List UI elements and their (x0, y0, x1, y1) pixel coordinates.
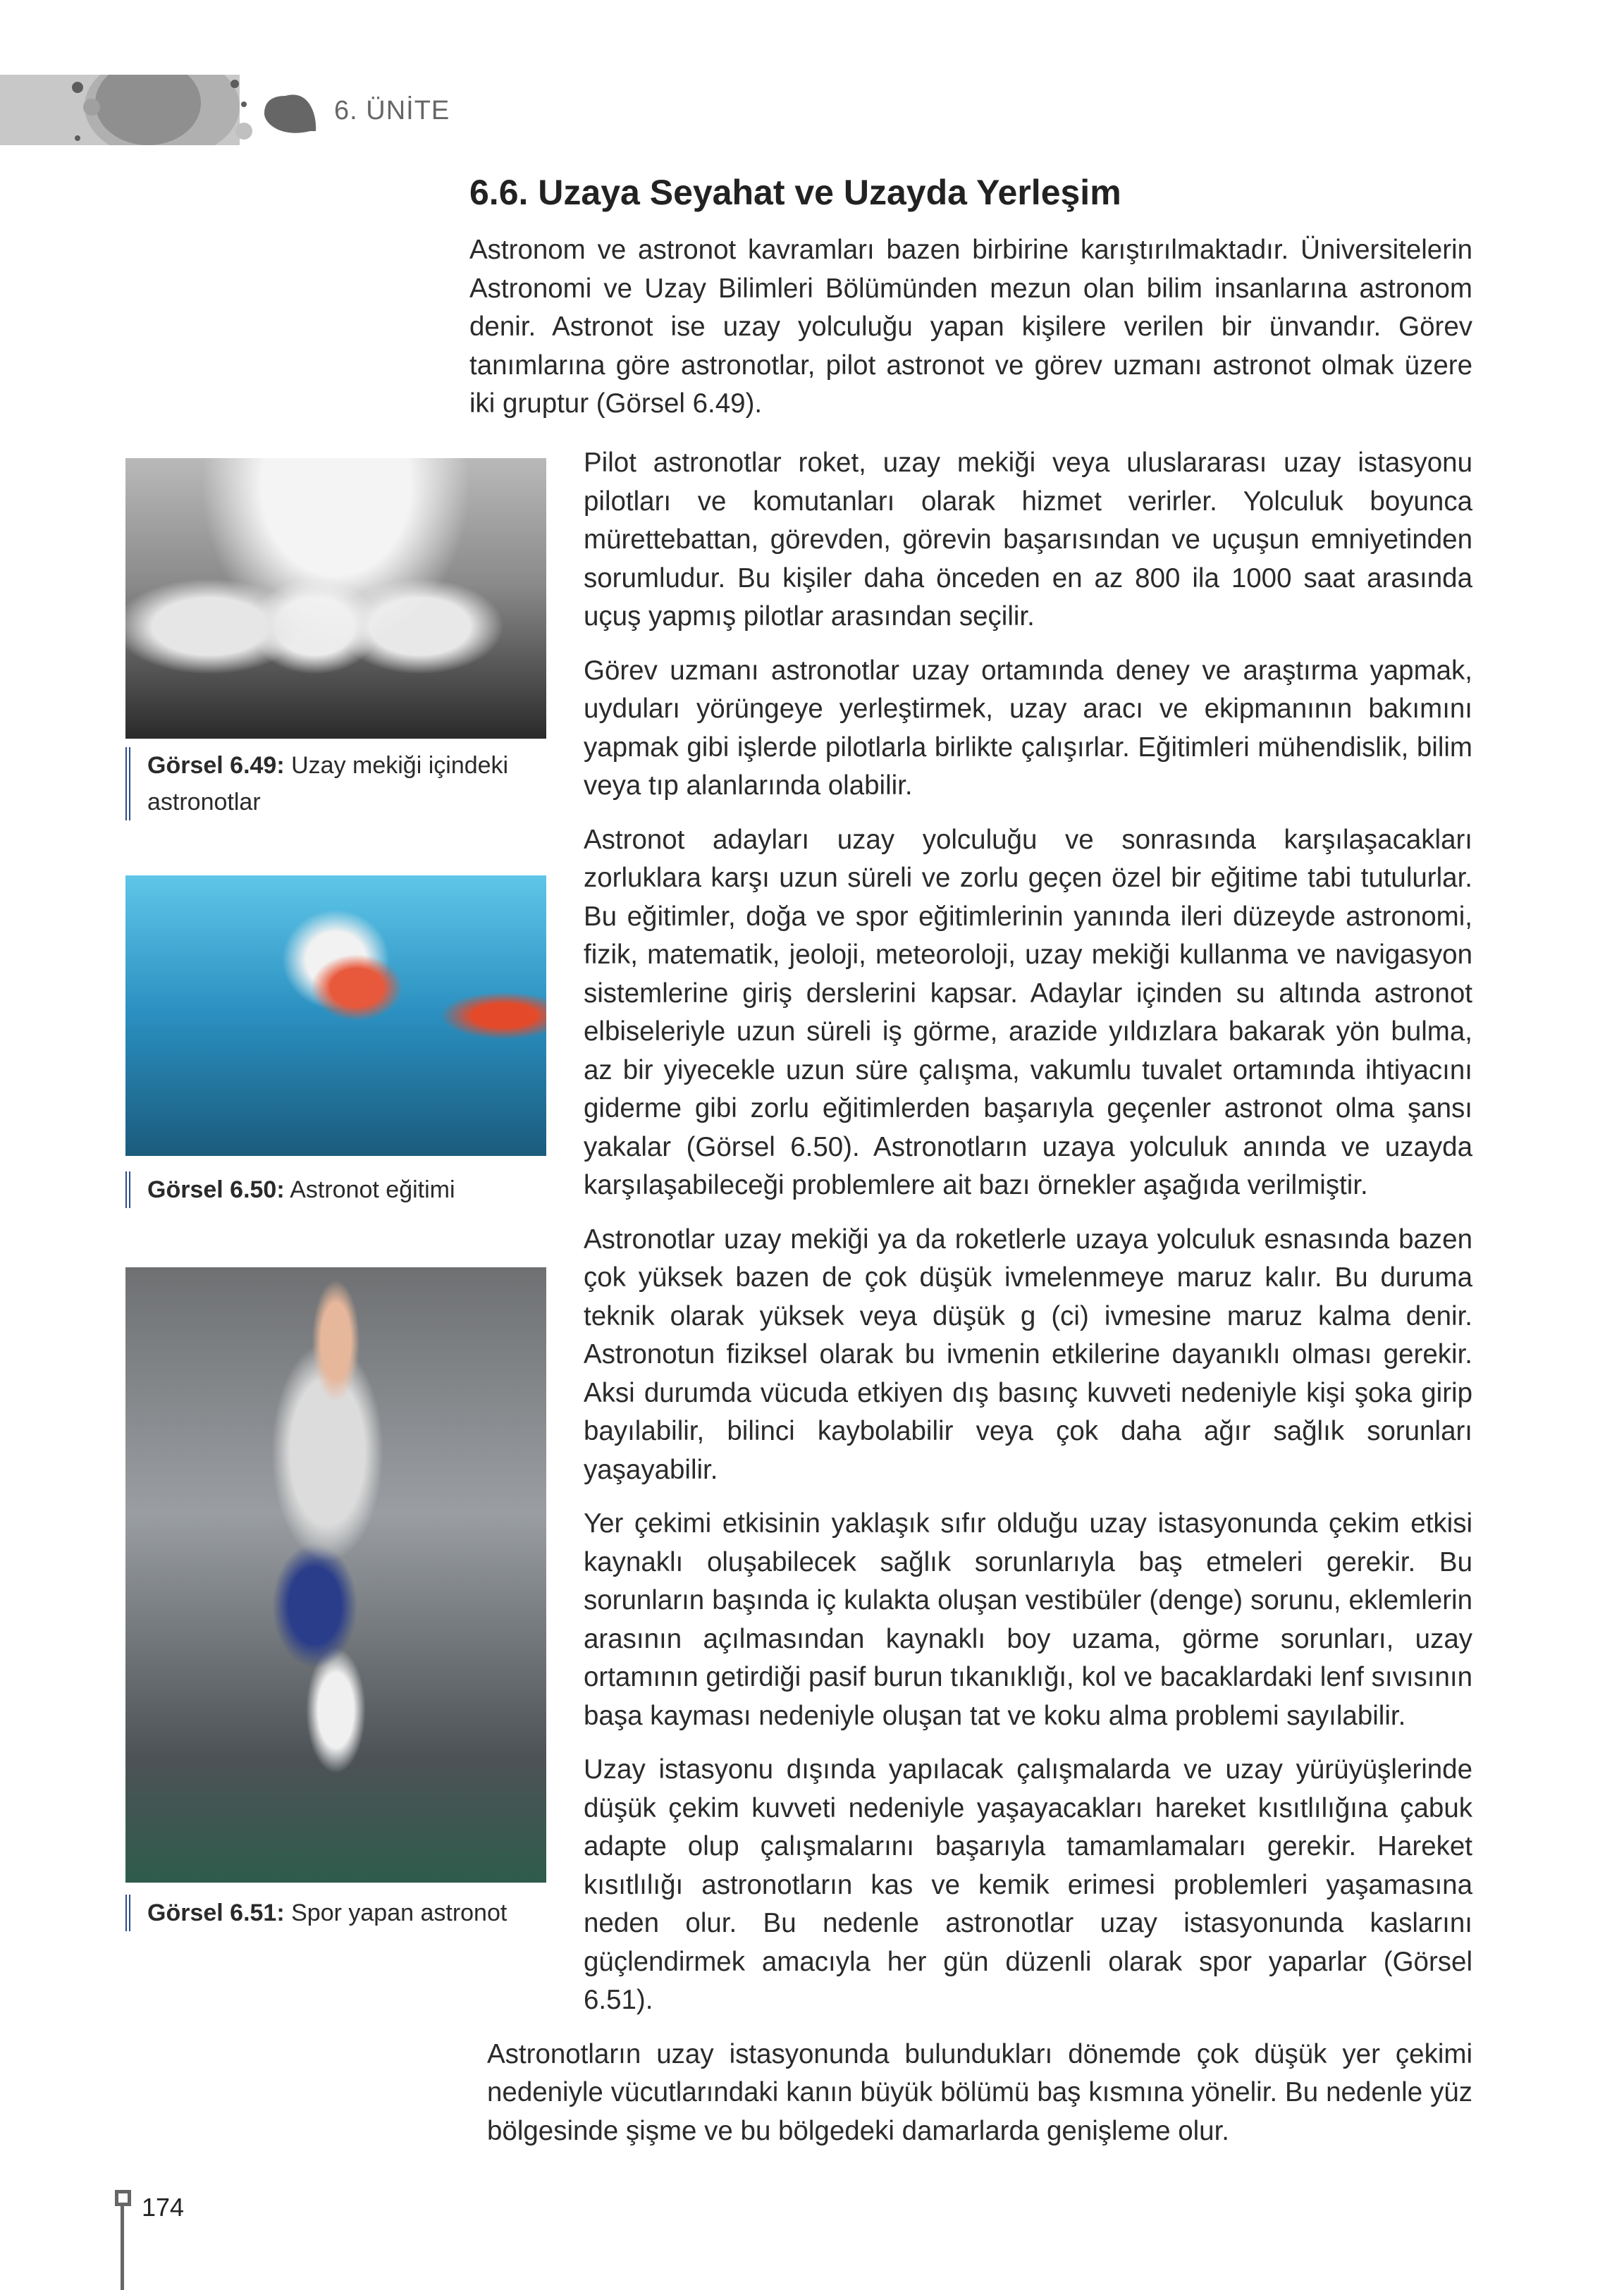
photo-astronauts-in-shuttle (125, 458, 546, 739)
unit-banner-graphic (0, 75, 331, 145)
intro-paragraph: Astronom ve astronot kavramları bazen birbirine karıştırılmaktadır. Üniversitelerin Astronomi ve Uzay Bilimleri Bölümünden mezun olan bilim insanlarına astronom denir. Astronot ise uzay yolculuğu yapan kişilere verilen bir ünvandır. Görev tanımlarına göre astronotlar, pilot astronot ve görev uzmanı astronot olmak üzere iki gruptur (Görsel 6.49). (469, 235, 1472, 419)
section-title: 6.6. Uzaya Seyahat ve Uzayda Yerleşim (469, 173, 1121, 212)
paragraph-exercise: Uzay istasyonu dışında yapılacak çalışmalarda ve uzay yürüyüşlerinde düşük çekim kuvveti nedeniyle yaşayacakları hareket kısıtlılığına çabuk adapte olup çalışmalarını başarıyla tamamlamaları gerekir. Hareket kısıtlılığı astronotların kas ve kemik erimesi problemleri yaşamasına neden olur. Bu nedenle astronotlar uzay istasyonunda kaslarını güçlendirmek amacıyla her gün düzenli olarak spor yaparlar (Görsel 6.51). (584, 1754, 1472, 2015)
figure-caption-6-49 (125, 747, 542, 820)
paragraph-acceleration: Astronotlar uzay mekiği ya da roketlerle uzaya yolculuk esnasında bazen çok yüksek bazen de çok düşük ivmelenmeye maruz kalır. Bu duruma teknik olarak yüksek veya düşük g (ci) ivmesine maruz kalma denir. Astronotun fiziksel olarak bu ivmenin etkilerine dayanıklı olması gerekir. Aksi durumda vücuda etkiyen dış basınç kuvveti nedeniyle kişi şoka girip bayılabilir, bilinci kaybolabilir veya çok daha ağır sağlık sorunları yaşayabilir. (584, 1224, 1472, 1485)
paragraph-training: Astronot adayları uzay yolculuğu ve sonrasında karşılaşacakları zorluklara karşı uzun süreli ve zorlu geçen özel bir eğitime tabi tutulurlar. Bu eğitimler, doğa ve spor eğitimlerinin yanında ileri düzeyde astronomi, fizik, matematik, jeoloji, meteoroloji, uzay mekiği kullanma ve navigasyon sistemlerine giriş derslerini kapsar. Adaylar içinden su altında astronot elbiseleriyle uzun süreli iş görme, arazide yıldızlara bakarak yön bulma, az bir yiyecekle uzun süre çalışma, vakumlu tuvalet ortamında ihtiyacını giderme gibi zorlu eğitimlerden başarıyla geçenler astronot olma şansı yakalar (Görsel 6.50). Astronotların uzaya yolculuk anında ve uzayda karşılaşabileceği problemlere ait bazı örnekler aşağıda verilmiştir. (584, 824, 1472, 1200)
page-marker-line (121, 2205, 124, 2290)
figure-caption-text: Spor yapan astronot (291, 1900, 508, 1926)
paragraph-mission-specialists: Görev uzmanı astronotlar uzay ortamında deney ve araştırma yapmak, uyduları yörüngeye yerleştirmek, uzay aracı ve ekipmanının bakımını yapmak gibi işlerde pilotlarla birlikte çalışırlar. Eğitimleri mühendislik, bilim veya tıp alanlarında olabilir. (584, 655, 1472, 801)
page-number: 174 (142, 2193, 185, 2222)
figure-caption-text: Uzay mekiği içindeki astronotlar (147, 752, 509, 815)
photo-astronaut-exercising (125, 1267, 546, 1883)
figure-label: Görsel 6.49: (147, 752, 285, 779)
figure-label: Görsel 6.50: (147, 1176, 285, 1203)
text-flow (469, 444, 1472, 2150)
figure-caption-6-50 (125, 1171, 542, 1208)
figure-caption-6-51 (125, 1895, 542, 1931)
unit-label: 6. ÜNİTE (334, 96, 450, 125)
figure-label: Görsel 6.51: (147, 1900, 285, 1926)
figure-caption-text: Astronot eğitimi (290, 1176, 455, 1203)
paragraph-health-problems: Yer çekimi etkisinin yaklaşık sıfır olduğu uzay istasyonunda çekim etkisi kaynaklı oluşabilecek sağlık sorunlarıyla baş etmeleri gerekir. Bu sorunların başında iç kulakta oluşan vestibüler (denge) sorunu, eklemlerin arasının açılmasından kaynaklı boy uzama, görme sorunları, uzay ortamının getirdiği pasif burun tıkanıklığı, kol ve bacaklardaki lenf sıvısının başa kayması nedeniyle oluşan tat ve koku alma problemi sayılabilir. (584, 1508, 1472, 1731)
page-marker-icon (115, 2190, 131, 2206)
final-paragraph: Astronotların uzay istasyonunda bulundukları dönemde çok düşük yer çekimi nedeniyle vücutlarındaki kanın büyük bölümü baş kısmına yönelir. Bu nedenle yüz bölgesinde şişme ve bu bölgedeki damarlarda genişleme olur. (487, 2038, 1472, 2146)
paragraph-pilot-astronauts: Pilot astronotlar roket, uzay mekiği veya uluslararası uzay istasyonu pilotları ve komutanları olarak hizmet verirler. Yolculuk boyunca mürettebattan, görevden, görevin başarısından ve uçuşun emniyetinden sorumludur. Bu kişiler daha önceden en az 800 ila 1000 saat arasında uçuş yapmış pilotlar arasından seçilir. (584, 448, 1472, 632)
main-column (584, 444, 1472, 2020)
photo-underwater-training (125, 875, 546, 1156)
